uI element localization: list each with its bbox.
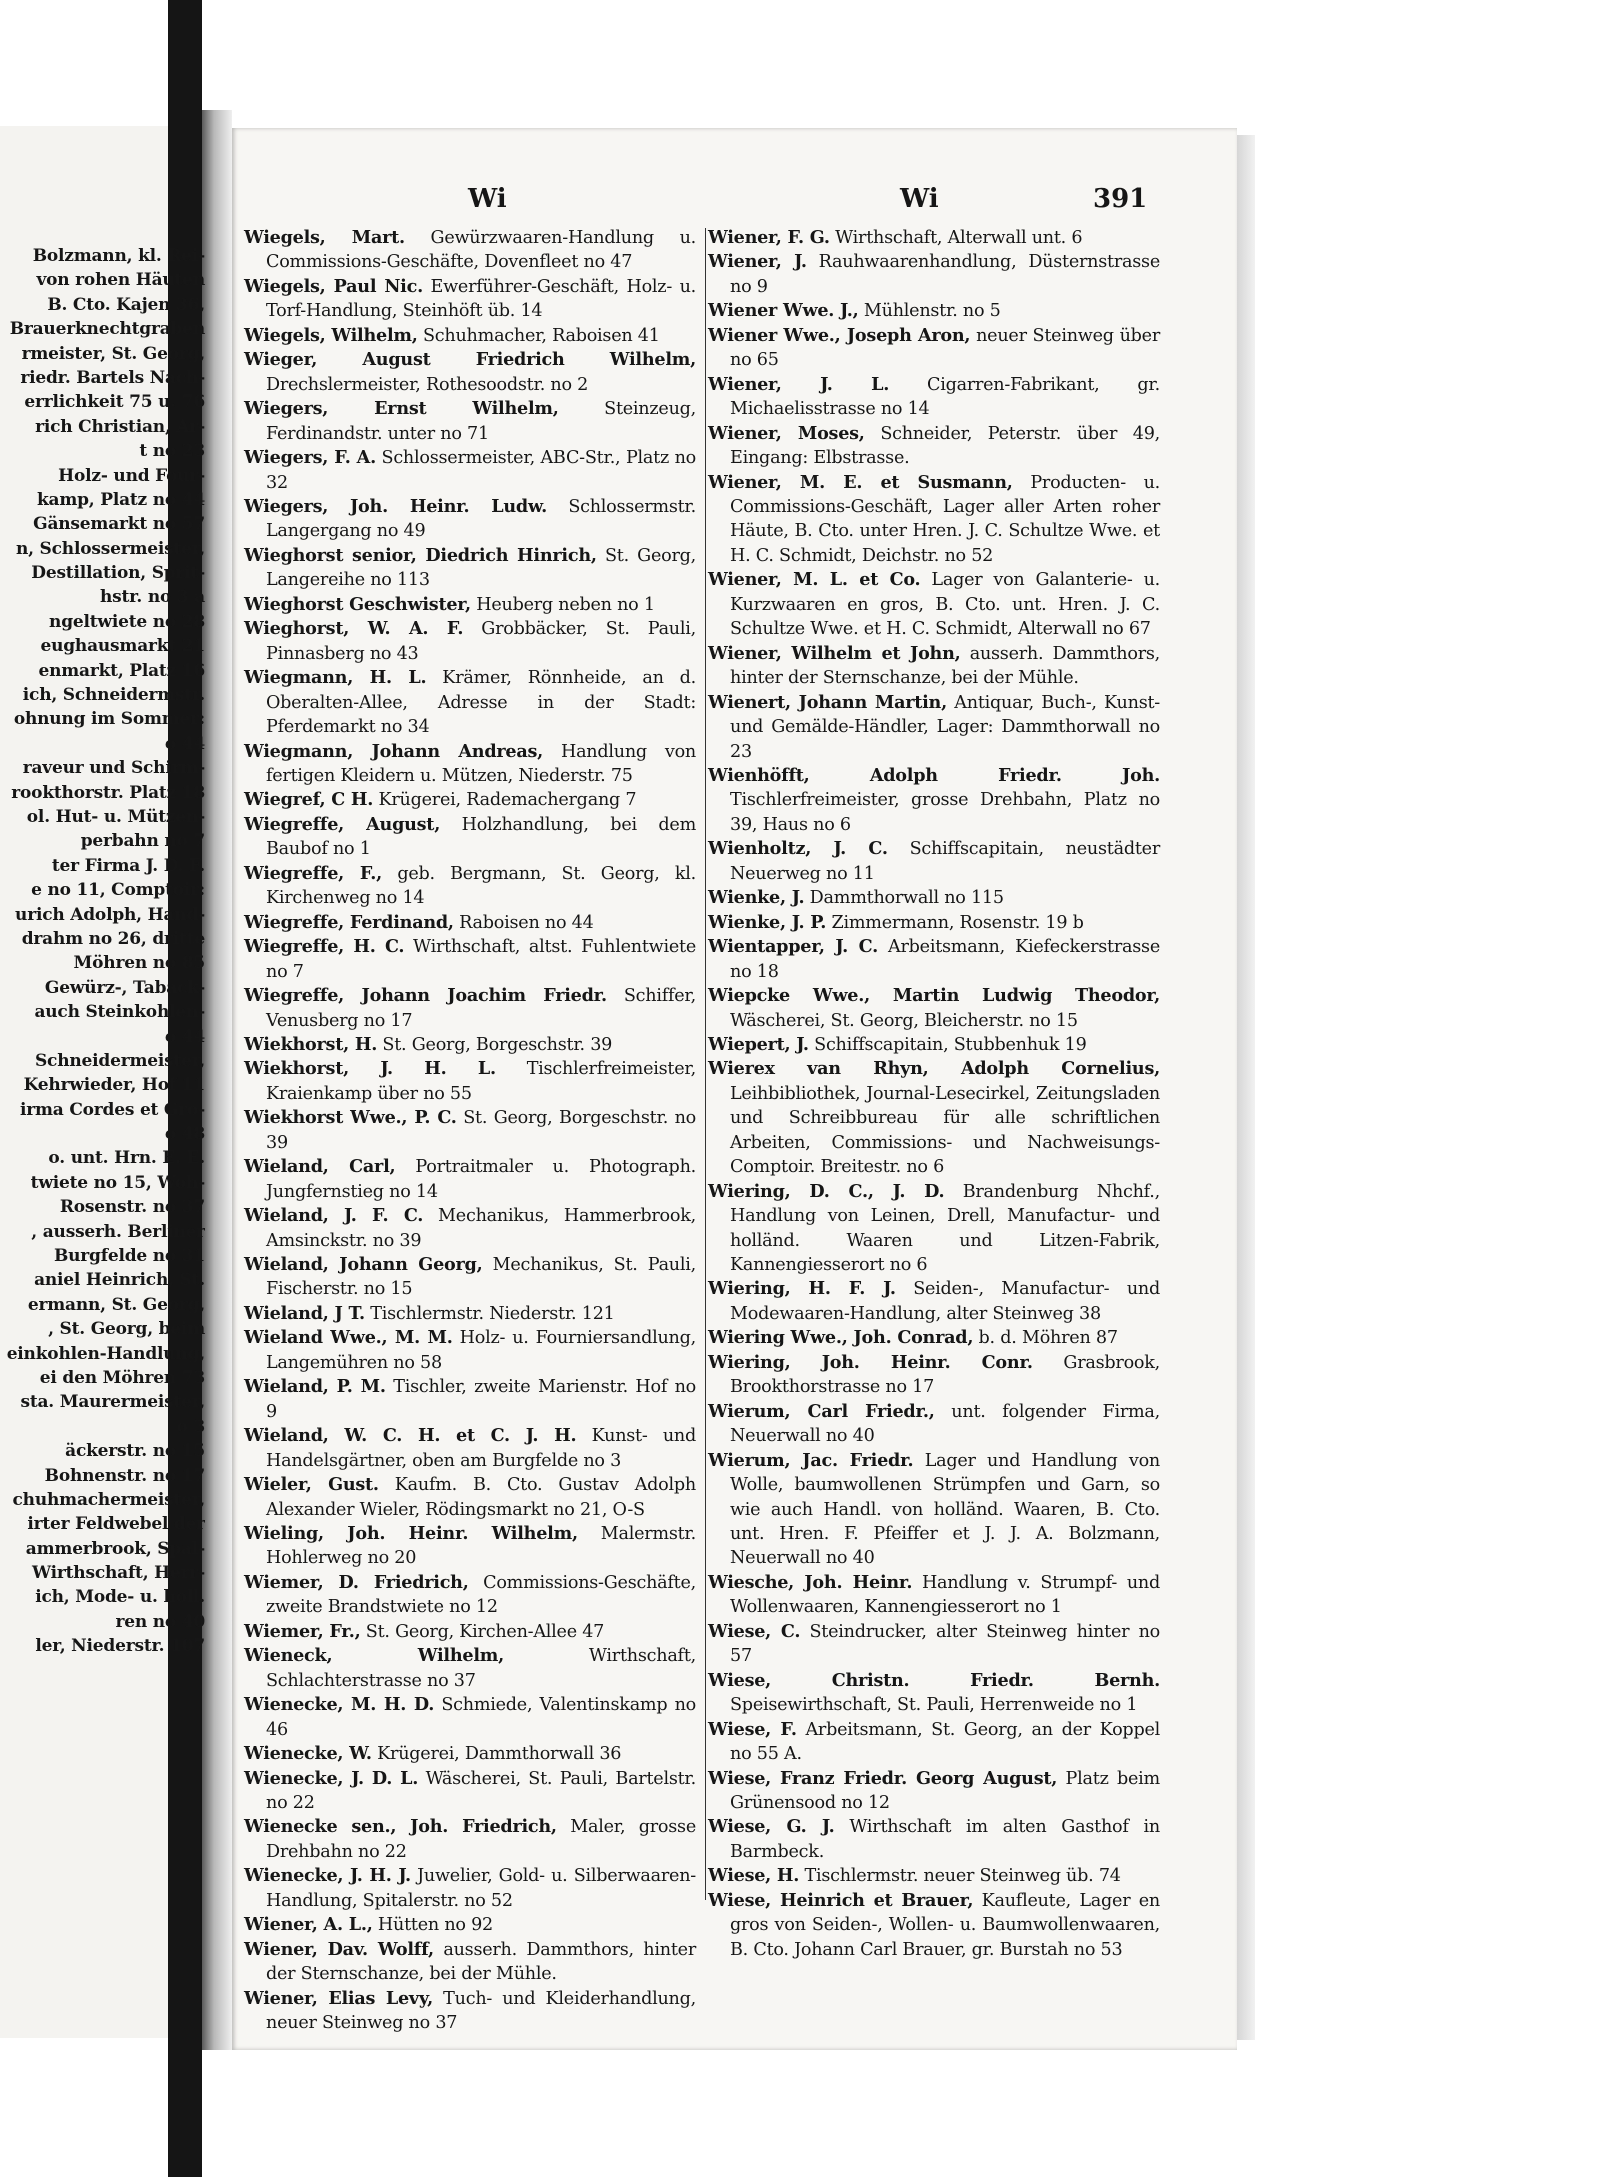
directory-entry: [708, 1033, 1160, 1057]
entry-name: Wieland, Johann Georg,: [244, 1254, 483, 1276]
entry-details: Portraitmaler u. Photograph. Jungfernstieg no 14: [266, 1157, 696, 1202]
page-number: 391: [1093, 184, 1148, 214]
directory-entry: [708, 1571, 1160, 1620]
directory-entry: [244, 593, 696, 617]
entry-name: Wiener Wwe. J.,: [708, 300, 859, 322]
entry-name: Wiener, M. E. et Susmann,: [708, 471, 1013, 493]
fragment-line: ler, Niederstr. 107: [35, 1636, 205, 1657]
fragment-line: eughausmarkt 21: [40, 636, 205, 657]
fragment-line: Gewürz-, Taback-: [44, 977, 205, 998]
directory-entry: [244, 1106, 696, 1155]
entry-name: Wiekhorst, J. H. L.: [244, 1058, 496, 1080]
entry-details: Mühlenstr. no 5: [858, 301, 1001, 322]
entry-name: Wierum, Jac. Friedr.: [708, 1449, 914, 1471]
fragment-line: urich Adolph, Hand-: [15, 904, 205, 925]
directory-entry: [244, 1693, 696, 1742]
directory-entry: [708, 226, 1160, 250]
entry-details: Cigarren-Fabrikant, gr. Michaelisstrasse no 14: [730, 374, 1160, 420]
entry-details: Zimmermann, Rosenstr. 19 b: [826, 912, 1084, 933]
directory-entry: [244, 984, 696, 1033]
directory-entry: [708, 642, 1160, 691]
directory-entry: [244, 1204, 696, 1253]
entry-name: Wienhöfft, Adolph Friedr. Joh.: [708, 764, 1160, 786]
fragment-line: irter Feldwebel der: [27, 1514, 205, 1535]
header-left: Wi: [468, 184, 507, 214]
fragment-line: Holz- und Four-: [58, 465, 205, 486]
fragment-line: auch Steinkohlen-: [34, 1002, 205, 1023]
entry-details: St. Georg, Langereihe no 113: [266, 545, 696, 591]
entry-name: Wieghorst Geschwister,: [244, 593, 471, 615]
entry-details: geb. Bergmann, St. Georg, kl. Kirchenweg no 14: [266, 863, 696, 909]
entry-name: Wierum, Carl Friedr.,: [708, 1400, 935, 1422]
directory-entry: [708, 1889, 1160, 1962]
entry-name: Wiegers, Ernst Wilhelm,: [244, 398, 559, 420]
directory-entry: [244, 1522, 696, 1571]
entry-details: Heuberg neben no 1: [470, 594, 655, 615]
entry-name: Wiener, Dav. Wolff,: [244, 1938, 434, 1960]
fragment-line: ammerbrook, Spal-: [25, 1538, 205, 1559]
directory-entry: [244, 1767, 696, 1816]
entry-details: Wirthschaft, altst. Fuhlentwiete no 7: [266, 937, 696, 982]
directory-entry: [708, 1057, 1160, 1179]
entry-details: Dammthorwall no 115: [804, 888, 1004, 909]
fragment-line: ich, Mode- u. holl.: [35, 1587, 205, 1608]
entry-name: Wienke, J. P.: [708, 911, 827, 933]
entry-details: Platz beim Grünensood no 12: [730, 1768, 1160, 1813]
fragment-line: ren no 40: [115, 1611, 205, 1632]
entry-name: Wientapper, J. C.: [708, 936, 878, 958]
entry-details: Krügerei, Dammthorwall 36: [371, 1744, 622, 1765]
entry-details: Steinzeug, Ferdinandstr. unter no 71: [266, 399, 697, 444]
entry-details: Wäscherei, St. Georg, Bleicherstr. no 15: [730, 1010, 1078, 1031]
entry-name: Wieneck, Wilhelm,: [244, 1645, 504, 1667]
fragment-line: Destillation, Sprit-: [31, 563, 205, 584]
entry-details: Wirthschaft, Schlachterstrasse no 37: [266, 1646, 696, 1691]
fragment-line: drahm no 26, dritte: [21, 928, 205, 949]
fragment-line: n, Schlossermeister,: [15, 538, 205, 559]
directory-entry: [244, 740, 696, 789]
entry-name: Wieland, J T.: [244, 1302, 365, 1324]
entry-details: Leihbibliothek, Journal-Lesecirkel, Zeitungsladen und Schreibbureau für alle schriftlichen Arbeiten, Commissions- und Nachweisungs-Comptoir. Breitestr. no 6: [730, 1083, 1160, 1178]
entry-name: Wiener, Elias Levy,: [244, 1987, 434, 2009]
directory-entry: [244, 226, 696, 275]
entry-name: Wiering, Joh. Heinr. Conr.: [708, 1351, 1033, 1373]
fragment-line: rmeister, St. Georg,: [21, 343, 205, 364]
entry-details: Schlossermstr. Langergang no 49: [266, 496, 697, 542]
directory-entry: [244, 1644, 696, 1693]
entry-details: Tischlerfreimeister, grosse Drehbahn, Platz no 39, Haus no 6: [730, 790, 1160, 835]
fragment-line: ol. Hut- u. Mützen-: [26, 806, 205, 827]
entry-details: Drechslermeister, Rothesoodstr. no 2: [266, 374, 589, 395]
fragment-line: o 44: [164, 733, 205, 754]
directory-entry: [244, 1253, 696, 1302]
entry-details: Schlossermeister, ABC-Str., Platz no 32: [266, 448, 696, 493]
entry-name: Wiegref, C H.: [244, 789, 374, 811]
fragment-line: einkohlen-Handlung,: [6, 1343, 205, 1364]
fragment-line: o. unt. Hrn. E. E.: [48, 1148, 205, 1169]
directory-entry: [244, 348, 696, 397]
fragment-line: äckerstr. no 15: [65, 1441, 205, 1462]
directory-entry: [708, 911, 1160, 935]
entry-details: Maler, grosse Drehbahn no 22: [266, 1817, 696, 1862]
entry-details: Kaufleute, Lager en gros von Seiden-, Wollen- u. Baumwollenwaaren, B. Cto. Johann Carl Brauer, gr. Burstah no 53: [730, 1890, 1160, 1960]
entry-details: Gewürzwaaren-Handlung u. Commissions-Geschäfte, Dovenfleet no 47: [266, 228, 696, 273]
directory-entry: [244, 862, 696, 911]
entry-name: Wiegreffe, Ferdinand,: [244, 911, 454, 933]
entry-details: Arbeitsmann, Kiefeckerstrasse no 18: [730, 937, 1160, 982]
fragment-line: von rohen Häuten: [36, 270, 205, 291]
fragment-line: ter Firma J. D. F.: [51, 855, 205, 876]
entry-details: Rauhwaarenhandlung, Düsternstrasse no 9: [730, 252, 1160, 297]
directory-entry: [244, 544, 696, 593]
entry-name: Wiering Wwe., Joh. Conrad,: [708, 1327, 974, 1349]
page-edge: [1237, 135, 1255, 2040]
entry-name: Wiese, G. J.: [708, 1816, 835, 1838]
directory-entry: [708, 373, 1160, 422]
directory-entry: [244, 324, 696, 348]
directory-entry: [244, 495, 696, 544]
entry-name: Wiener, F. G.: [708, 227, 830, 248]
directory-entry: [244, 1302, 696, 1326]
fragment-line: enmarkt, Platz 16: [38, 660, 205, 681]
entry-details: Schneider, Peterstr. über 49, Eingang: Elbstrasse.: [730, 423, 1160, 469]
entry-name: Wiegreffe, August,: [244, 813, 441, 835]
fragment-line: t no 23: [139, 441, 205, 462]
entry-name: Wieland, Carl,: [244, 1156, 396, 1178]
entry-details: Hütten no 92: [372, 1915, 493, 1936]
directory-entry: [708, 299, 1160, 323]
directory-entry: [244, 1571, 696, 1620]
entry-name: Wiener, M. L. et Co.: [708, 569, 921, 591]
directory-entry: [708, 1620, 1160, 1669]
entry-details: Wirthschaft im alten Gasthof in Barmbeck.: [730, 1817, 1160, 1862]
entry-details: Schiffscapitain, neustädter Neuerweg no 11: [730, 839, 1160, 884]
entry-details: Handlung v. Strumpf- und Wollenwaaren, Kannengiesserort no 1: [730, 1572, 1160, 1618]
fragment-line: ohnung im Sommer:: [13, 709, 205, 730]
entry-details: Ewerführer-Geschäft, Holz- u. Torf-Handlung, Steinhöft üb. 14: [266, 276, 696, 322]
directory-entry: [244, 1057, 696, 1106]
entry-details: Grasbrook, Brookthorstrasse no 17: [730, 1352, 1161, 1398]
directory-entry: [708, 1669, 1160, 1718]
fragment-line: chuhmachermeister,: [12, 1489, 205, 1510]
fragment-line: rookthorstr. Platz 18: [11, 782, 205, 803]
directory-entry: [244, 935, 696, 984]
entry-details: Schuhmacher, Raboisen 41: [417, 325, 660, 346]
directory-entry: [244, 1375, 696, 1424]
entry-details: Krügerei, Rademachergang 7: [373, 790, 637, 811]
fragment-line: o 48: [164, 1124, 205, 1145]
directory-entry: [244, 813, 696, 862]
entry-name: Wiegmann, Johann Andreas,: [244, 740, 544, 762]
directory-entry: [708, 422, 1160, 471]
directory-entry: [708, 1864, 1160, 1888]
entry-details: Schiffer, Venusberg no 17: [266, 986, 696, 1031]
entry-details: Juwelier, Gold- u. Silberwaaren-Handlung, Spitalerstr. no 52: [266, 1866, 696, 1911]
fragment-line: ngeltwiete no 28: [49, 611, 205, 632]
entry-details: Raboisen no 44: [453, 912, 594, 933]
directory-entry: [244, 1155, 696, 1204]
entry-name: Wiemer, D. Friedrich,: [244, 1571, 469, 1593]
entry-name: Wierex van Rhyn, Adolph Cornelius,: [708, 1058, 1160, 1080]
directory-entry: [244, 275, 696, 324]
entry-name: Wiener, J.: [708, 251, 807, 273]
directory-entry: [244, 1913, 696, 1937]
directory-entry: [708, 1815, 1160, 1864]
directory-entry: [708, 471, 1160, 569]
directory-entry: [244, 1938, 696, 1987]
fragment-line: perbahn no 7: [80, 831, 205, 852]
entry-name: Wiepert, J.: [708, 1033, 809, 1055]
entry-name: Wiener Wwe., Joseph Aron,: [708, 324, 971, 346]
directory-entry: [708, 691, 1160, 764]
entry-details: Arbeitsmann, St. Georg, an der Koppel no 55 A.: [730, 1719, 1160, 1765]
entry-name: Wiener, A. L.,: [244, 1914, 373, 1936]
directory-entry: [708, 1767, 1160, 1816]
directory-entry: [708, 764, 1160, 837]
directory-entry: [244, 446, 696, 495]
fragment-line: B. Cto. Kajen 36,: [47, 294, 205, 315]
entry-details: St. Georg, Borgeschstr. 39: [377, 1034, 613, 1055]
entry-details: Seiden-, Manufactur- und Modewaaren-Handlung, alter Steinweg 38: [730, 1279, 1160, 1324]
directory-entry: [244, 1326, 696, 1375]
directory-entry: [708, 1718, 1160, 1767]
fragment-line: raveur und Schirm-: [22, 758, 205, 779]
entry-name: Wieghorst senior, Diedrich Hinrich,: [244, 544, 597, 566]
directory-entry: [244, 666, 696, 739]
gutter-shadow: [202, 110, 232, 2050]
entry-name: Wieland, J. F. C.: [244, 1205, 424, 1227]
entry-name: Wienecke, J. D. L.: [244, 1767, 419, 1789]
entry-name: Wiegels, Paul Nic.: [244, 275, 423, 297]
directory-entry: [244, 1864, 696, 1913]
fragment-line: o 3: [176, 1416, 205, 1437]
directory-entry: [708, 886, 1160, 910]
entry-details: Wirthschaft, Alterwall unt. 6: [829, 228, 1083, 248]
entry-details: Wäscherei, St. Pauli, Bartelstr. no 22: [266, 1768, 696, 1813]
directory-entry: [708, 324, 1160, 373]
directory-entry: [244, 1987, 696, 2036]
entry-details: Lager von Galanterie- u. Kurzwaaren en gros, B. Cto. unt. Hren. J. C. Schultze Wwe. et H. C. Schmidt, Alterwall no 67: [730, 570, 1160, 640]
entry-name: Wienecke, M. H. D.: [244, 1694, 435, 1716]
entry-name: Wiepcke Wwe., Martin Ludwig Theodor,: [708, 985, 1160, 1007]
directory-column-left: [244, 226, 696, 2036]
directory-entry: [708, 568, 1160, 641]
fragment-line: Kehrwieder, Hof 11: [23, 1075, 205, 1096]
fragment-line: ermann, St. Georg,: [27, 1294, 205, 1315]
entry-details: Mechanikus, Hammerbrook, Amsinckstr. no 39: [266, 1206, 696, 1251]
entry-name: Wiener, Wilhelm et John,: [708, 642, 961, 664]
entry-name: Wiering, D. C., J. D.: [708, 1180, 945, 1202]
entry-name: Wieghorst, W. A. F.: [244, 618, 464, 640]
entry-details: Tischler, zweite Marienstr. Hof no 9: [266, 1377, 697, 1422]
entry-name: Wieling, Joh. Heinr. Wilhelm,: [244, 1523, 578, 1545]
entry-name: Wiener, J. L.: [708, 373, 890, 395]
entry-name: Wiegers, Joh. Heinr. Ludw.: [244, 495, 547, 517]
entry-name: Wiering, H. F. J.: [708, 1278, 896, 1300]
entry-details: Tuch- und Kleiderhandlung, neuer Steinweg no 37: [266, 1988, 696, 2034]
entry-name: Wiese, Heinrich et Brauer,: [708, 1889, 974, 1911]
entry-details: Krämer, Rönnheide, an d. Oberalten-Allee, Adresse in der Stadt: Pferdemarkt no 34: [266, 668, 696, 738]
column-divider: [705, 228, 706, 1900]
directory-entry: [244, 617, 696, 666]
entry-name: Wienke, J.: [708, 887, 805, 909]
directory-column-right: [708, 226, 1160, 1962]
directory-entry: [244, 1473, 696, 1522]
entry-name: Wienecke, J. H. J.: [244, 1865, 411, 1887]
entry-details: Kaufm. B. Cto. Gustav Adolph Alexander Wieler, Rödingsmarkt no 21, O-S: [266, 1475, 696, 1520]
fragment-line: ei den Möhren 73: [39, 1367, 205, 1388]
fragment-line: sta. Maurermeister,: [20, 1392, 205, 1413]
entry-details: Brandenburg Nhchf., Handlung von Leinen, Drell, Manufactur- und holländ. Waaren und Litzen-Fabrik, Kannengiesserort no 6: [730, 1181, 1160, 1276]
entry-name: Wienholtz, J. C.: [708, 838, 888, 860]
entry-details: Commissions-Geschäfte, zweite Brandstwiete no 12: [266, 1572, 697, 1618]
entry-name: Wiegreffe, Johann Joachim Friedr.: [244, 985, 607, 1007]
directory-entry: [244, 1742, 696, 1766]
directory-entry: [244, 1424, 696, 1473]
entry-details: ausserh. Dammthors, hinter der Sternschanze, bei der Mühle.: [266, 1939, 696, 1985]
fragment-line: e no 11, Comptoir:: [31, 880, 205, 901]
directory-entry: [708, 935, 1160, 984]
entry-name: Wieler, Gust.: [244, 1474, 379, 1496]
entry-name: Wiegmann, H. L.: [244, 667, 427, 689]
entry-name: Wienecke, W.: [244, 1743, 372, 1765]
entry-name: Wiener, Moses,: [708, 422, 865, 444]
entry-details: Grobbäcker, St. Pauli, Pinnasberg no 43: [266, 619, 696, 664]
entry-details: Malermstr. Hohlerweg no 20: [266, 1524, 696, 1569]
directory-entry: [244, 1620, 696, 1644]
entry-details: Schmiede, Valentinskamp no 46: [266, 1695, 697, 1740]
entry-details: ausserh. Dammthors, hinter der Sternschanze, bei der Mühle.: [730, 643, 1160, 689]
entry-name: Wiese, F.: [708, 1718, 797, 1740]
entry-name: Wiese, H.: [708, 1865, 800, 1887]
fragment-line: Rosenstr. no 37: [59, 1197, 205, 1218]
fragment-line: Bolzmann, kl. Rei-: [32, 246, 205, 266]
directory-entry: [708, 984, 1160, 1033]
fragment-line: hstr. no 3 a: [100, 587, 205, 608]
entry-name: Wieland, P. M.: [244, 1376, 386, 1398]
fragment-line: kamp, Platz no 44: [36, 489, 205, 510]
entry-name: Wiesche, Joh. Heinr.: [708, 1571, 913, 1593]
entry-name: Wieger, August Friedrich Wilhelm,: [244, 349, 696, 371]
fragment-line: , St. Georg, beim: [48, 1319, 205, 1340]
directory-entry: [244, 1815, 696, 1864]
entry-details: Holz- u. Fourniersandlung, Langemühren no 58: [266, 1328, 696, 1373]
directory-entry: [244, 397, 696, 446]
fragment-line: Gänsemarkt no 57: [33, 514, 205, 535]
directory-entry: [708, 1351, 1160, 1400]
directory-entry: [708, 1326, 1160, 1350]
entry-details: Mechanikus, St. Pauli, Fischerstr. no 15: [266, 1255, 696, 1300]
entry-details: neuer Steinweg über no 65: [730, 325, 1160, 371]
entry-name: Wiemer, Fr.,: [244, 1620, 361, 1642]
directory-entry: [244, 1033, 696, 1057]
directory-entry: [244, 788, 696, 812]
entry-name: Wieland, W. C. H. et C. J. H.: [244, 1425, 577, 1447]
fragment-line: Wirthschaft, Herr-: [32, 1563, 205, 1584]
entry-details: Steindrucker, alter Steinweg hinter no 57: [730, 1621, 1161, 1667]
entry-details: Lager und Handlung von Wolle, baumwollenen Strümpfen und Garn, so wie auch Handl. von holländ. Waaren, B. Cto. unt. Hren. F. Pfeiffer et J. J. A. Bolzmann, Neuerwall no 40: [730, 1450, 1160, 1569]
entry-name: Wienert, Johann Martin,: [708, 691, 947, 713]
entry-details: St. Georg, Borgeschstr. no 39: [266, 1108, 696, 1153]
fragment-line: rich Christian, Ar-: [35, 416, 205, 437]
directory-entry: [708, 1277, 1160, 1326]
entry-details: Producten- u. Commissions-Geschäft, Lager aller Arten roher Häute, B. Cto. unter Hren. J. C. Schultze Wwe. et H. C. Schmidt, Deichstr. no 52: [730, 472, 1161, 566]
directory-entry: [708, 837, 1160, 886]
entry-details: Schiffscapitain, Stubbenhuk 19: [808, 1034, 1087, 1055]
entry-details: Tischlerfreimeister, Kraienkamp über no 55: [266, 1059, 696, 1104]
directory-entry: [708, 250, 1160, 299]
fragment-line: riedr. Bartels Nach-: [20, 367, 205, 388]
fragment-line: errlichkeit 75 u. 76: [24, 392, 205, 413]
entry-details: unt. folgender Firma, Neuerwall no 40: [730, 1401, 1160, 1447]
entry-details: Antiquar, Buch-, Kunst- und Gemälde-Händler, Lager: Dammthorwall no 23: [730, 692, 1160, 762]
entry-name: Wiese, C.: [708, 1620, 801, 1642]
entry-name: Wiegers, F. A.: [244, 447, 376, 469]
fragment-line: twiete no 15, Woh-: [30, 1172, 205, 1193]
entry-name: Wiegreffe, F.,: [244, 862, 383, 884]
fragment-line: , ausserh. Berliner: [31, 1221, 205, 1242]
entry-name: Wiegels, Mart.: [244, 227, 405, 248]
directory-entry: [708, 1449, 1160, 1571]
left-page-fragment: [0, 244, 205, 1659]
fragment-line: o 44: [164, 1026, 205, 1047]
entry-name: Wiese, Christn. Friedr. Bernh.: [708, 1669, 1160, 1691]
entry-details: Kunst- und Handelsgärtner, oben am Burgfelde no 3: [266, 1426, 696, 1471]
entry-name: Wiekhorst, H.: [244, 1033, 378, 1055]
entry-details: Tischlermstr. Niederstr. 121: [364, 1303, 615, 1324]
entry-name: Wiegels, Wilhelm,: [244, 324, 418, 346]
entry-details: St. Georg, Kirchen-Allee 47: [360, 1621, 605, 1642]
fragment-line: Bohnenstr. no 17: [44, 1465, 205, 1486]
entry-name: Wiese, Franz Friedr. Georg August,: [708, 1767, 1058, 1789]
directory-entry: [708, 1180, 1160, 1278]
directory-entry: [708, 1400, 1160, 1449]
fragment-line: ich, Schneidermstr.: [22, 685, 205, 706]
entry-details: Handlung von fertigen Kleidern u. Mützen, Niederstr. 75: [266, 741, 697, 786]
entry-details: b. d. Möhren 87: [973, 1328, 1118, 1349]
entry-details: Tischlermstr. neuer Steinweg üb. 74: [799, 1866, 1121, 1887]
fragment-line: Möhren no 85: [73, 953, 205, 974]
fragment-line: Brauerknechtgraben: [9, 319, 205, 340]
directory-entry: [244, 911, 696, 935]
entry-name: Wiekhorst Wwe., P. C.: [244, 1107, 457, 1129]
entry-details: Speisewirthschaft, St. Pauli, Herrenweide no 1: [730, 1695, 1138, 1716]
fragment-line: aniel Heinrich, St.: [34, 1270, 205, 1291]
fragment-line: irma Cordes et Gro-: [19, 1099, 205, 1120]
entry-name: Wienecke sen., Joh. Friedrich,: [244, 1816, 557, 1838]
fragment-line: Schneidermeister,: [34, 1050, 205, 1071]
entry-details: Holzhandlung, bei dem Baubof no 1: [266, 814, 697, 860]
entry-name: Wiegreffe, H. C.: [244, 936, 405, 958]
entry-name: Wieland Wwe., M. M.: [244, 1327, 453, 1349]
header-right: Wi: [900, 184, 939, 214]
fragment-line: Burgfelde no 31: [53, 1246, 205, 1267]
